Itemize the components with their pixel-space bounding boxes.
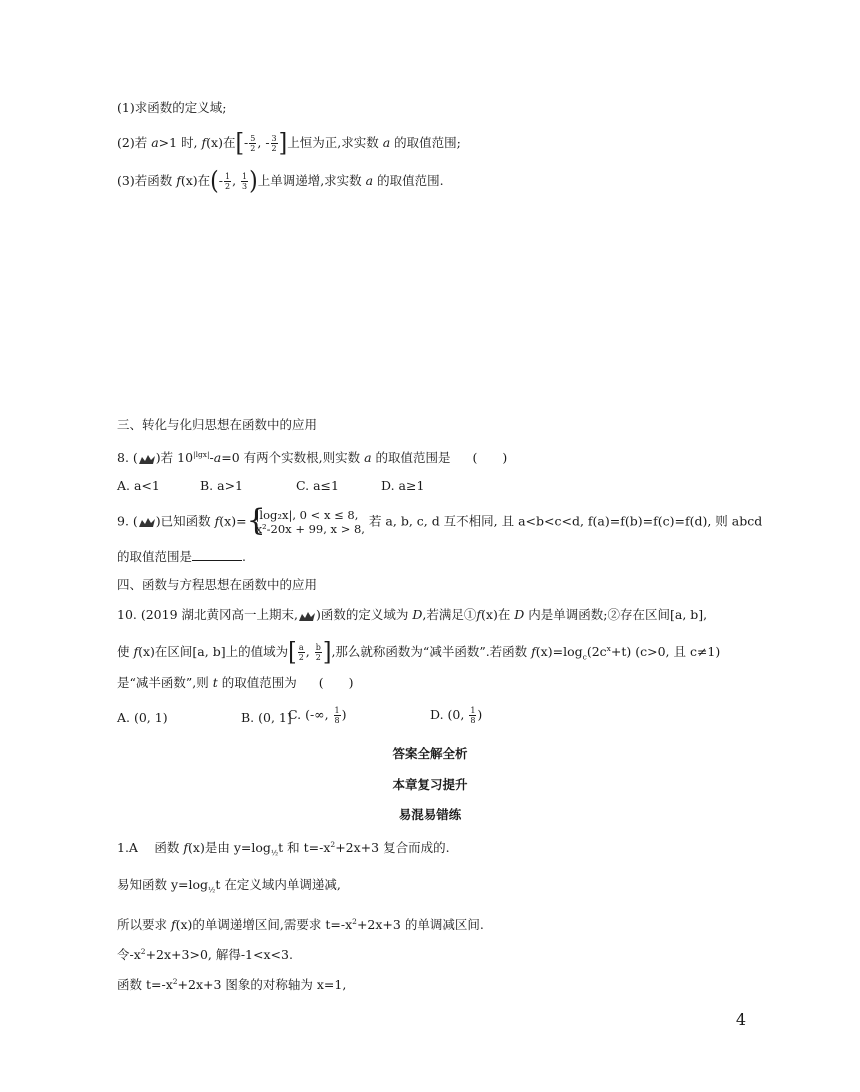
answer-line4: 令$-x^2+2x+3>0$, 解得-1<x<3. (117, 947, 293, 963)
q10-option-a: A. (0, 1) (117, 710, 168, 725)
q8-option-a: A. a<1 (117, 478, 160, 493)
q9-stem: 9. ( )已知函数 f(x)= { |log₂x|, 0 < x ≤ 8, x²-20x + 99, x > 8, 若 a, b, c, d 互不相同, 且 a<b<c<d, f(a)=f(b)=f(c)=f(d), 则 abcd (117, 503, 763, 538)
q8-stem: 8. ( )若 $10^{|lgx|}-a=0$ 有两个实数根,则实数 a 的取值范围是 ( ) (117, 450, 508, 466)
q10-option-b: B. (0, 1] (241, 710, 292, 725)
q7-part1: (1)求函数的定义域; (117, 100, 227, 115)
section-4-title: 四、函数与方程思想在函数中的应用 (117, 577, 318, 592)
heading-answers: 答案全解全析 (392, 746, 468, 761)
q10-line1: 10. (2019 湖北黄冈高一上期末, )函数的定义域为 D,若满足①f(x)在 D 内是单调函数;②存在区间[a, b], (117, 607, 708, 622)
heading-chapter-review: 本章复习提升 (392, 777, 468, 792)
answer-line5: 函数 $t=-x^2+2x+3$ 图象的对称轴为 x=1, (117, 977, 347, 993)
q10-option-c: C. (-∞, $\frac{1}{8}$ ) (288, 706, 347, 725)
heading-error-practice: 易混易错练 (398, 807, 462, 822)
page-number: 4 (735, 1010, 746, 1029)
q7-part3: (3)若函数 f(x)在(- $\frac{1}{2}$ , $\frac{1}{3}$ )上单调递增,求实数 a 的取值范围. (117, 166, 444, 196)
answer-line3: 所以要求 f(x)的单调递增区间,需要求 $t=-x^2+2x+3$ 的单调减区间. (117, 917, 484, 933)
q8-option-c: C. a≤1 (296, 478, 339, 493)
q8-option-d: D. a≥1 (381, 478, 425, 493)
answer-blank[interactable] (192, 548, 242, 561)
piecewise-function: { |log₂x|, 0 < x ≤ 8, x²-20x + 99, x > 8, (246, 503, 365, 538)
answer-line1: 1.A 函数 f(x)是由 $y=\log_{\frac{1}{2}}t$ 和 $t=-x^2+2x+3$ 复合而成的. (117, 840, 450, 858)
q10-line2: 使 f(x)在区间[a, b]上的值域为[ $\frac{a}{2}$ , $\frac{b}{2}$ ],那么就称函数为“减半函数”.若函数 $f(x)=\log_c(2c^x+t)$ (c>0, 且 c≠1) (117, 637, 721, 667)
difficulty-star-icon (138, 453, 156, 465)
section-3-title: 三、转化与化归思想在函数中的应用 (117, 417, 318, 432)
q8-option-b: B. a>1 (200, 478, 244, 493)
q10-line3: 是“减半函数”,则 t 的取值范围为 ( ) (117, 675, 354, 690)
q10-option-d: D. (0, $\frac{1}{8}$ ) (430, 706, 483, 725)
difficulty-star-icon (298, 610, 316, 622)
q7-part2: (2)若 a>1 时, f(x)在[- $\frac{5}{2}$ , - $\frac{3}{2}$ ]上恒为正,求实数 a 的取值范围; (117, 128, 461, 158)
answer-line2: 易知函数 $y=\log_{\frac{1}{2}}t$ 在定义域内单调递减, (117, 877, 341, 895)
q9-stem-2: 的取值范围是 . (117, 549, 246, 564)
difficulty-star-icon (138, 516, 156, 528)
